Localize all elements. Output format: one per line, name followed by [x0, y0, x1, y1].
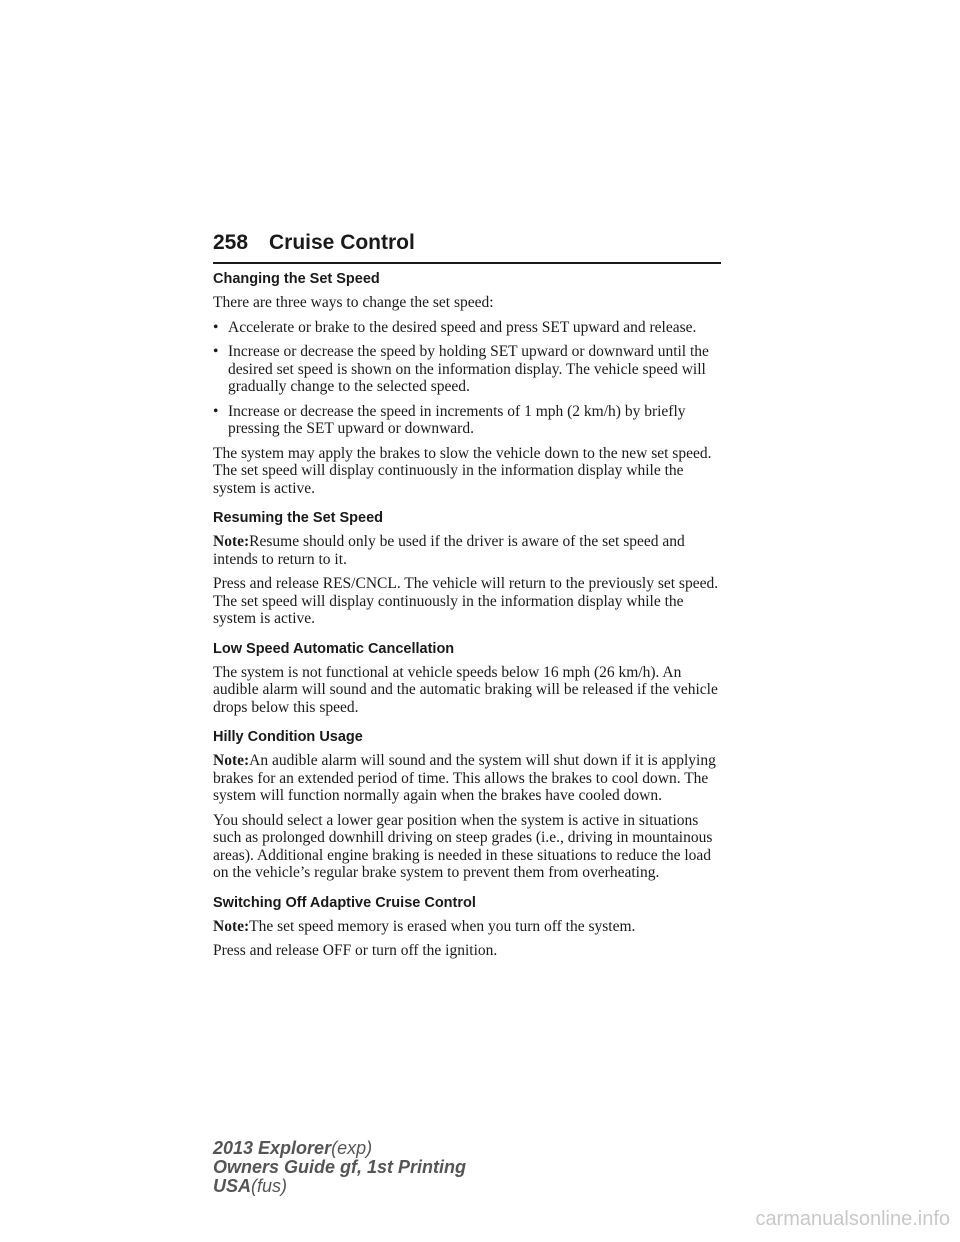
- footer-line-3: USA(fus): [213, 1176, 288, 1196]
- section-body: The system may apply the brakes to slow the vehicle down to the new set speed. The set speed will display continuously in the information display while the system is active.: [213, 444, 712, 497]
- section-note: [213, 752, 723, 805]
- section-resuming-set-speed: [213, 509, 723, 628]
- section-changing-set-speed: [213, 270, 723, 497]
- list-item: • Increase or decrease the speed by holding SET upward or downward until the desired set speed is shown on the information display. The vehicle speed will gradually change to the selected speed.: [213, 343, 709, 395]
- page-content: [213, 270, 723, 967]
- section-low-speed-cancellation: [213, 640, 723, 717]
- note-label: Note:: [213, 752, 250, 769]
- page-header: [213, 228, 721, 264]
- section-note: [213, 918, 723, 936]
- bullet-marker: •: [213, 402, 219, 420]
- section-heading: Hilly Condition Usage: [213, 729, 363, 745]
- bullet-list: [213, 319, 723, 438]
- section-heading: Switching Off Adaptive Cruise Control: [213, 894, 476, 911]
- note-label: Note:: [213, 533, 250, 550]
- bullet-marker: •: [213, 318, 219, 336]
- section-body: Press and release RES/CNCL. The vehicle will return to the previously set speed. The set speed will display continuously in the information display while the system is active.: [213, 575, 719, 627]
- footer-line-2: Owners Guide gf, 1st Printing: [213, 1157, 467, 1177]
- note-label: Note:: [213, 917, 250, 935]
- section-intro: There are three ways to change the set speed:: [213, 294, 494, 311]
- footer-edition: [213, 1139, 466, 1196]
- chapter-title: Cruise Control: [269, 231, 415, 254]
- section-heading: Changing the Set Speed: [213, 271, 380, 287]
- section-hilly-condition: [213, 728, 723, 882]
- section-body: You should select a lower gear position when the system is active in situations such as prolonged downhill driving on steep grades (i.e., driving in mountainous areas). Additional engine braking is needed in these situations to reduce the load on the vehicle’s regular brake system to prevent them from overheating.: [213, 811, 713, 881]
- note-text: An audible alarm will sound and the system will shut down if it is applying brakes for an extended period of time. This allows the brakes to cool down. The system will function normally again when the brakes have cooled down.: [213, 752, 716, 804]
- list-item: • Accelerate or brake to the desired speed and press SET upward and release.: [213, 318, 697, 336]
- bullet-marker: •: [213, 343, 219, 360]
- watermark: carmanualsonline.info: [755, 1208, 950, 1230]
- note-text: The set speed memory is erased when you turn off the system.: [249, 917, 636, 935]
- page-number: 258: [213, 231, 249, 254]
- section-heading: Low Speed Automatic Cancellation: [213, 640, 455, 657]
- section-heading: Resuming the Set Speed: [213, 510, 384, 526]
- note-text: Resume should only be used if the driver is aware of the set speed and intends to return to it.: [213, 533, 685, 568]
- section-body: The system is not functional at vehicle speeds below 16 mph (26 km/h). An audible alarm will sound and the automatic braking will be released if the vehicle drops below this speed.: [213, 663, 718, 716]
- section-body: Press and release OFF or turn off the ignition.: [213, 942, 498, 959]
- list-item: • Increase or decrease the speed in increments of 1 mph (2 km/h) by briefly pressing the SET upward or downward.: [213, 402, 686, 437]
- section-note: [213, 533, 723, 568]
- section-switching-off: [213, 894, 723, 960]
- footer-line-1: 2013 Explorer(exp): [213, 1138, 373, 1158]
